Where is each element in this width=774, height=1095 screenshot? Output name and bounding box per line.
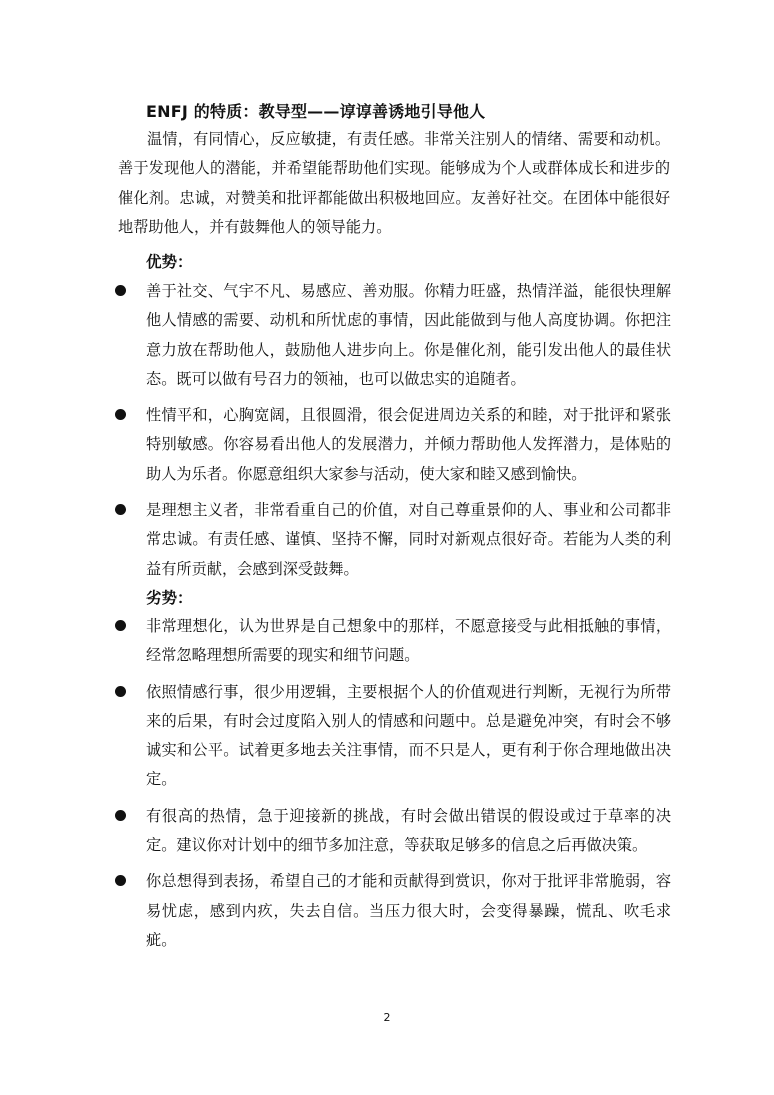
bullet-icon: [115, 875, 126, 886]
page-number: 2: [383, 1011, 391, 1024]
bullet-icon: [115, 285, 126, 296]
list-item: [0, 401, 671, 489]
list-item-text: 有很高的热情，急于迎接新的挑战，有时会做出错误的假设或过于草率的决定。建议你对计划中的细节多加注意，等获取足够多的信息之后再做决策。: [146, 806, 671, 855]
list-item-text: 性情平和，心胸宽阔，且很圆滑，很会促进周边关系的和睦，对于批评和紧张特别敏感。你容易看出他人的发展潜力，并倾力帮助他人发挥潜力，是体贴的助人为乐者。你愿意组织大家参与活动，使大家和睦又感到愉快。: [146, 406, 671, 483]
list-item-text: 你总想得到表扬，希望自己的才能和贡献得到赏识，你对于批评非常脆弱，容易忧虑，感到内疚，失去自信。当压力很大时，会变得暴躁，慌乱、吹毛求疵。: [146, 872, 671, 949]
strengths-heading: 优势：: [146, 253, 193, 271]
section-title: ENFJ 的特质：教导型——谆谆善诱地引导他人: [146, 102, 486, 121]
list-item: [0, 612, 671, 671]
list-item: [0, 802, 671, 861]
list-item: [0, 678, 671, 795]
weaknesses-heading: 劣势：: [146, 589, 193, 607]
list-item-text: 善于社交、气宇不凡、易感应、善劝服。你精力旺盛，热情洋溢，能很快理解他人情感的需要、动机和所忧虑的事情，因此能做到与他人高度协调。你把注意力放在帮助他人，鼓励他人进步向上。你是催化剂，能引发出他人的最佳状态。既可以做有号召力的领袖，也可以做忠实的追随者。: [146, 282, 671, 388]
intro-paragraph: 温情，有同情心，反应敏捷，有责任感。非常关注别人的情绪、需要和动机。善于发现他人的潜能，并希望能帮助他们实现。能够成为个人或群体成长和进步的催化剂。忠诚，对赞美和批评都能做出积极地回应。友善好社交。在团体中能很好地帮助他人，并有鼓舞他人的领导能力。: [118, 130, 670, 236]
bullet-icon: [115, 504, 126, 515]
bullet-icon: [115, 810, 126, 821]
bullet-icon: [115, 686, 126, 697]
list-item: [0, 277, 671, 394]
bullet-icon: [115, 409, 126, 420]
weaknesses-list: [0, 612, 774, 962]
list-item-text: 非常理想化，认为世界是自己想象中的那样，不愿意接受与此相抵触的事情，经常忽略理想所需要的现实和细节问题。: [146, 617, 671, 665]
bullet-icon: [115, 620, 126, 631]
list-item: [0, 496, 671, 584]
list-item: [0, 867, 671, 955]
strengths-list: [0, 277, 774, 591]
list-item-text: 是理想主义者，非常看重自己的价值，对自己尊重景仰的人、事业和公司都非常忠诚。有责任感、谨慎、坚持不懈，同时对新观点很好奇。若能为人类的利益有所贡献，会感到深受鼓舞。: [146, 501, 671, 578]
list-item-text: 依照情感行事，很少用逻辑，主要根据个人的价值观进行判断，无视行为所带来的后果，有时会过度陷入别人的情感和问题中。总是避免冲突，有时会不够诚实和公平。试着更多地去关注事情，而不只是人，更有利于你合理地做出决定。: [146, 682, 671, 789]
